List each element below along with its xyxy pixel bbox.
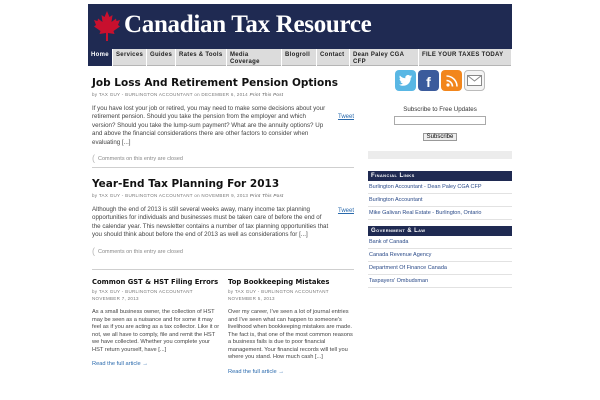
email-icon[interactable]	[464, 70, 485, 91]
nav-media-coverage[interactable]: Media Coverage	[227, 49, 282, 66]
rss-icon[interactable]	[441, 70, 462, 91]
post-byline: by TAX GUY - BURLINGTON ACCOUNTANT on DECEMBER 6, 2014	[92, 92, 248, 97]
summary-post	[228, 278, 356, 375]
sidebar-link[interactable]: Mike Galivan Real Estate - Burlington, Ontario	[368, 207, 512, 220]
post-excerpt: Although the end of 2013 is still several weeks away, many income tax planning opportunities for individuals and businesses must be taken care of before the end of the calendar year. This newsletter contains a number of tax planning opportunities that you should think about before the end of 2013 as well as considerations for [...]	[92, 206, 329, 239]
subscribe-label: Subscribe to Free Updates	[403, 106, 477, 113]
print-post-link[interactable]: Print This Post	[249, 92, 284, 97]
subscribe-box	[368, 106, 512, 143]
sidebar-divider	[368, 151, 512, 159]
subscribe-email-input[interactable]	[394, 116, 486, 125]
site-header	[88, 4, 512, 49]
sidebar-link[interactable]: Taxpayers' Ombudsman	[368, 275, 512, 288]
post	[92, 178, 354, 255]
tweet-button[interactable]: Tweet	[337, 208, 354, 214]
nav-rates-tools[interactable]: Rates & Tools	[176, 49, 227, 66]
read-more-link[interactable]: Read the full article →	[92, 361, 148, 367]
print-post-link[interactable]: Print This Post	[249, 193, 284, 198]
post-byline: by TAX GUY - BURLINGTON ACCOUNTANT on NOVEMBER 9, 2013	[92, 193, 249, 198]
social-icons	[395, 70, 512, 91]
summary-post-date: NOVEMBER 5, 2013	[228, 296, 275, 301]
sidebar-link[interactable]: Burlington Accountant - Dean Paley CGA CFP	[368, 181, 512, 194]
summary-post-title[interactable]: Common GST & HST Filing Errors	[92, 278, 219, 286]
summary-post-title[interactable]: Top Bookkeeping Mistakes	[228, 278, 330, 286]
post-excerpt: If you have lost your job or retired, you may need to make some decisions about your retirement pension. Should you take the pension from the employer and which version? Should you take the lump-sum payment? What are the annuity options? Up and above the financial considerations there are other factors to consider when evaluating [...]	[92, 105, 326, 146]
subscribe-button[interactable]: Subscribe	[423, 133, 458, 141]
main-nav	[88, 49, 512, 66]
sidebar-link[interactable]: Burlington Accountant	[368, 194, 512, 207]
twitter-icon[interactable]	[395, 70, 416, 91]
summary-post	[92, 278, 220, 367]
post-meta	[92, 193, 354, 198]
summary-post-excerpt: Over my career, I've seen a lot of journal entries and I've seen what can happen to someone's livelihood when bookkeeping mistakes are made. The fact is, that one of the most common reasons a business fails is due to poor financial management. Your financial records will tell you where you stand. How much cash [...]	[228, 309, 353, 360]
divider	[92, 167, 354, 168]
sidebar-link[interactable]: Department Of Finance Canada	[368, 262, 512, 275]
nav-guides[interactable]: Guides	[147, 49, 176, 66]
read-more-link[interactable]: Read the full article →	[228, 368, 284, 375]
maple-leaf-icon	[93, 10, 121, 42]
summary-post-excerpt: As a small business owner, the collection of HST may be seen as a nuisance and for some it may feel as if you are acting as a tax collector. Like it or not, we all have to comply, file and remit the HST we have collected. Whether you complete your HST return yourself, have [...]	[92, 309, 220, 353]
nav-dean-paley[interactable]: Dean Paley CGA CFP	[350, 49, 419, 66]
sidebar	[368, 70, 512, 288]
tweet-button[interactable]: Tweet	[337, 114, 354, 120]
post	[92, 77, 354, 162]
facebook-icon[interactable]: f	[418, 70, 439, 91]
nav-home[interactable]: Home	[88, 49, 113, 66]
nav-services[interactable]: Services	[113, 49, 147, 66]
summary-post-author: by TAX GUY - BURLINGTON ACCOUNTANT	[228, 289, 329, 294]
post-title[interactable]: Year-End Tax Planning For 2013	[92, 178, 280, 190]
post-meta	[92, 92, 354, 97]
summary-post-date: NOVEMBER 7, 2013	[92, 296, 139, 301]
comments-closed-note: ( Comments on this entry are closed	[92, 249, 354, 255]
nav-contact[interactable]: Contact	[317, 49, 350, 66]
nav-blogroll[interactable]: Blogroll	[282, 49, 317, 66]
divider	[92, 269, 354, 270]
summary-post-author: by TAX GUY - BURLINGTON ACCOUNTANT	[92, 289, 193, 294]
page	[88, 0, 512, 400]
comments-closed-note: ( Comments on this entry are closed	[92, 156, 354, 162]
sidebar-link[interactable]: Bank of Canada	[368, 236, 512, 249]
government-law-heading: Government & Law	[368, 226, 512, 236]
site-title[interactable]: Canadian Tax Resource	[124, 11, 372, 38]
post-title[interactable]: Job Loss And Retirement Pension Options	[92, 77, 338, 89]
nav-file-taxes[interactable]: FILE YOUR TAXES TODAY	[419, 49, 512, 66]
sidebar-link[interactable]: Canada Revenue Agency	[368, 249, 512, 262]
financial-links-heading: Financial Links	[368, 171, 512, 181]
